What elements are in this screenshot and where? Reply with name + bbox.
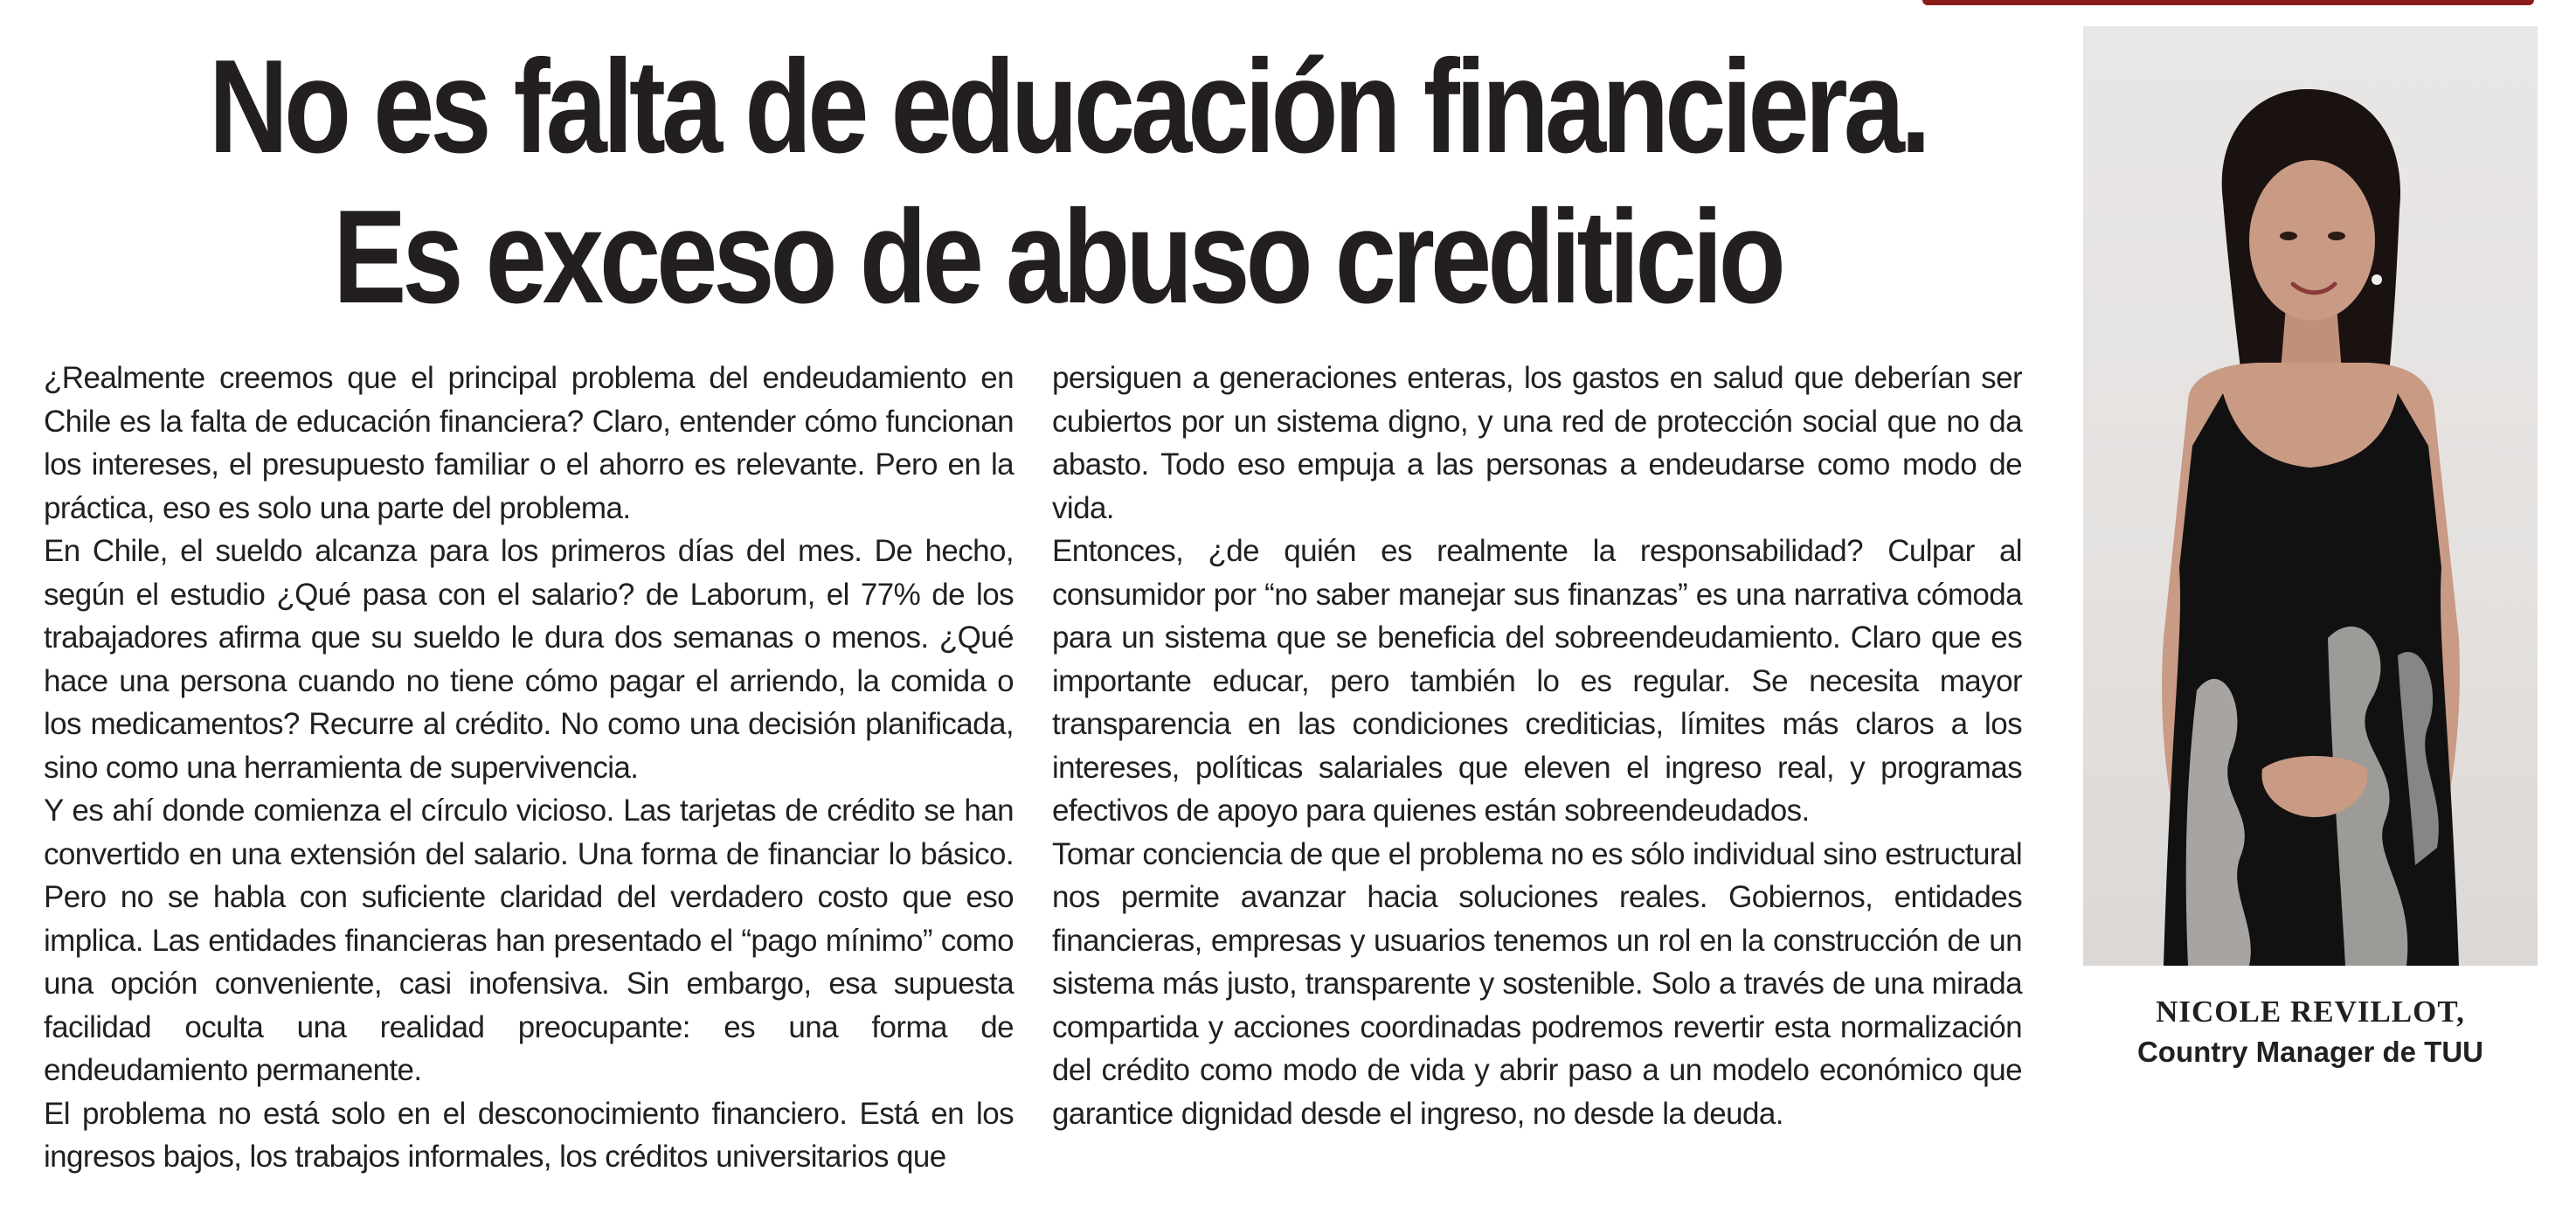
- paragraph: El problema no está solo en el desconocimiento financiero. Está en los ingresos bajos, los trabajos informales, los créditos universitarios que: [44, 1096, 1014, 1174]
- article-column-right: [1052, 357, 2022, 1135]
- top-accent-bar: [1922, 0, 2534, 5]
- author-photo: [2083, 26, 2538, 966]
- headline: [208, 31, 1928, 332]
- paragraph: Entonces, ¿de quién es realmente la responsabilidad? Culpar al consumidor por “no saber manejar sus finanzas” es una narrativa cómoda para un sistema que se beneficia del sobreendeudamiento. Claro que es importante educar, pero también lo es regular. Se necesita mayor transparencia en las condiciones crediticias, límites más claros a los intereses, políticas salariales que eleven el ingreso real, y programas efectivos de apoyo para quienes están sobreendeudados.: [1052, 534, 2022, 828]
- headline-line-2: Es exceso de abuso crediticio: [333, 183, 1782, 331]
- author-portrait-illustration: [2083, 26, 2538, 966]
- author-role: Country Manager de TUU: [2136, 1036, 2484, 1068]
- paragraph: ¿Realmente creemos que el principal problema del endeudamiento en Chile es la falta de educación financiera? Claro, entender cómo funcionan los intereses, el presupuesto familiar o el ahorro es relevante. Pero en la práctica, eso es solo una parte del problema.: [44, 361, 1014, 525]
- author-name: NICOLE REVILLOT,: [2156, 995, 2465, 1029]
- paragraph: persiguen a generaciones enteras, los gastos en salud que deberían ser cubiertos por un sistema digno, y una red de protección social que no da abasto. Todo eso empuja a las personas a endeudarse como modo de vida.: [1052, 361, 2022, 525]
- author-caption: [2083, 992, 2538, 1072]
- paragraph: En Chile, el sueldo alcanza para los primeros días del mes. De hecho, según el estudio ¿Qué pasa con el salario? de Laborum, el 77% de los trabajadores afirma que su sueldo le dura dos semanas o menos. ¿Qué hace una persona cuando no tiene cómo pagar el arriendo, la comida o los medicamentos? Recurre al crédito. No como una decisión planificada, sino como una herramienta de supervivencia.: [44, 534, 1014, 785]
- article-column-left: [44, 357, 1014, 1179]
- paragraph: Y es ahí donde comienza el círculo vicioso. Las tarjetas de crédito se han convertido en una extensión del salario. Una forma de financiar lo básico. Pero no se habla con suficiente claridad del verdadero costo que eso implica. Las entidades financieras han presentado el “pago mínimo” como una opción conveniente, casi inofensiva. Sin embargo, esa supuesta facilidad oculta una realidad preocupante: es una forma de endeudamiento permanente.: [44, 794, 1014, 1087]
- headline-line-1: No es falta de educación financiera.: [208, 32, 1928, 181]
- paragraph: Tomar conciencia de que el problema no es sólo individual sino estructural nos permite avanzar hacia soluciones reales. Gobiernos, entidades financieras, empresas y usuarios tenemos un rol en la construcción de un sistema más justo, transparente y sostenible. Solo a través de una mirada compartida y acciones coordinadas podremos revertir esta normalización del crédito como modo de vida y abrir paso a un modelo económico que garantice dignidad desde el ingreso, no desde la deuda.: [1052, 836, 2022, 1131]
